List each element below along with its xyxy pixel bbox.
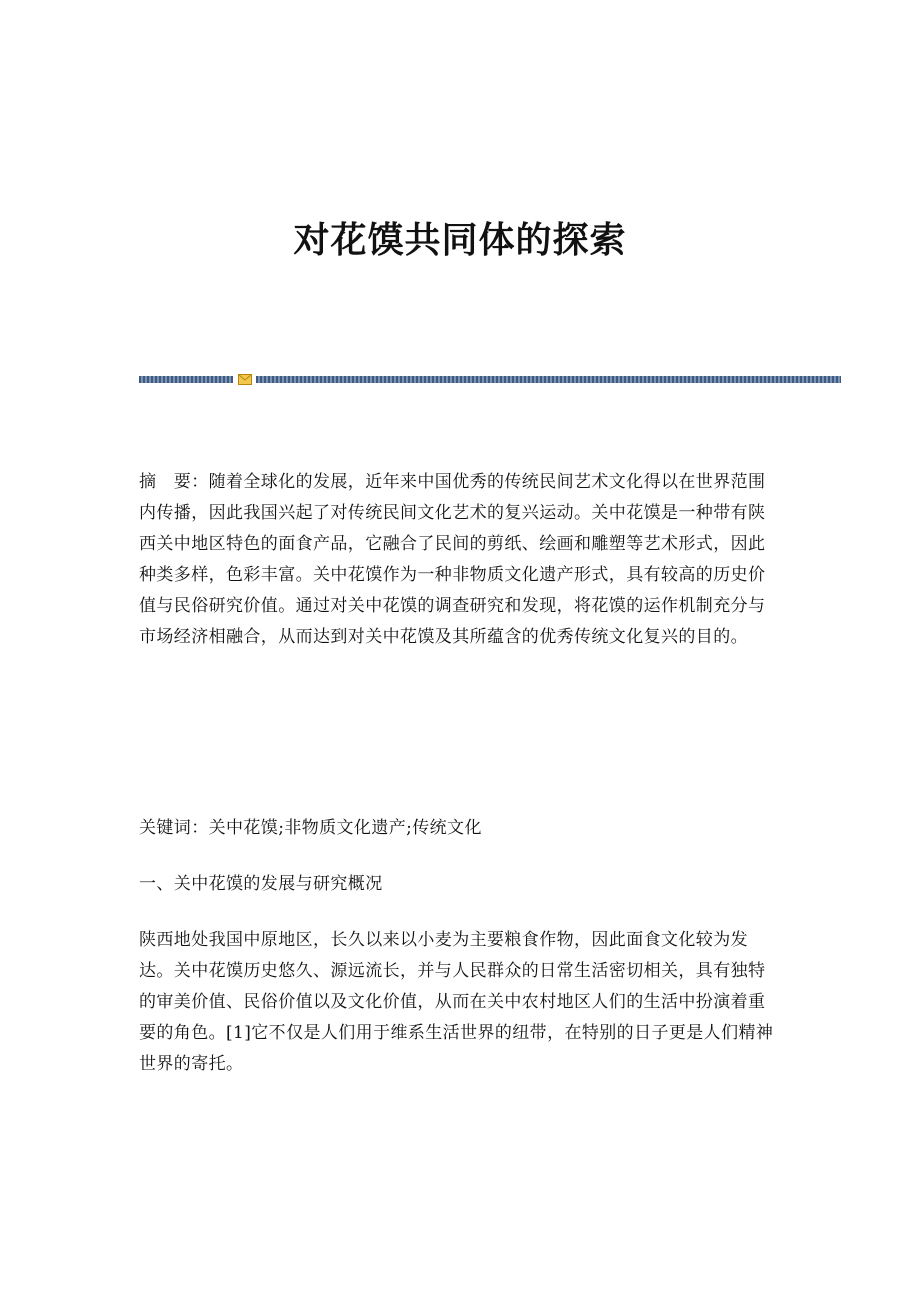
keywords-text: 关键词：关中花馍;非物质文化遗产;传统文化 <box>139 818 482 838</box>
keywords-line <box>139 813 781 844</box>
divider-bar-right <box>256 376 841 383</box>
page-title: 对花馍共同体的探索 <box>293 219 627 261</box>
abstract-text: 摘 要：随着全球化的发展，近年来中国优秀的传统民间艺术文化得以在世界范围内传播，因此我国兴起了对传统民间文化艺术的复兴运动。关中花馍是一种带有陕西关中地区特色的面食产品，它融合了民间的剪纸、绘画和雕塑等艺术形式，因此种类多样，色彩丰富。关中花馍作为一种非物质文化遗产形式，具有较高的历史价值与民俗研究价值。通过对关中花馍的调查研究和发现，将花馍的运作机制充分与市场经济相融合，从而达到对关中花馍及其所蕴含的优秀传统文化复兴的目的。 <box>139 472 766 647</box>
section-heading <box>139 869 781 900</box>
envelope-icon <box>238 374 252 385</box>
title-divider <box>139 374 841 385</box>
body-paragraph-text: 陕西地处我国中原地区，长久以来以小麦为主要粮食作物，因此面食文化较为发达。关中花馍历史悠久、源远流长，并与人民群众的日常生活密切相关，具有独特的审美价值、民俗价值以及文化价值，从而在关中农村地区人们的生活中扮演着重要的角色。[1]它不仅是人们用于维系生活世界的纽带，在特别的日子更是人们精神世界的寄托。 <box>139 930 774 1074</box>
body-paragraph <box>139 925 781 1080</box>
section-heading-text: 一、关中花馍的发展与研究概况 <box>139 874 383 894</box>
abstract-paragraph <box>139 467 781 653</box>
divider-bar-left <box>139 376 233 383</box>
